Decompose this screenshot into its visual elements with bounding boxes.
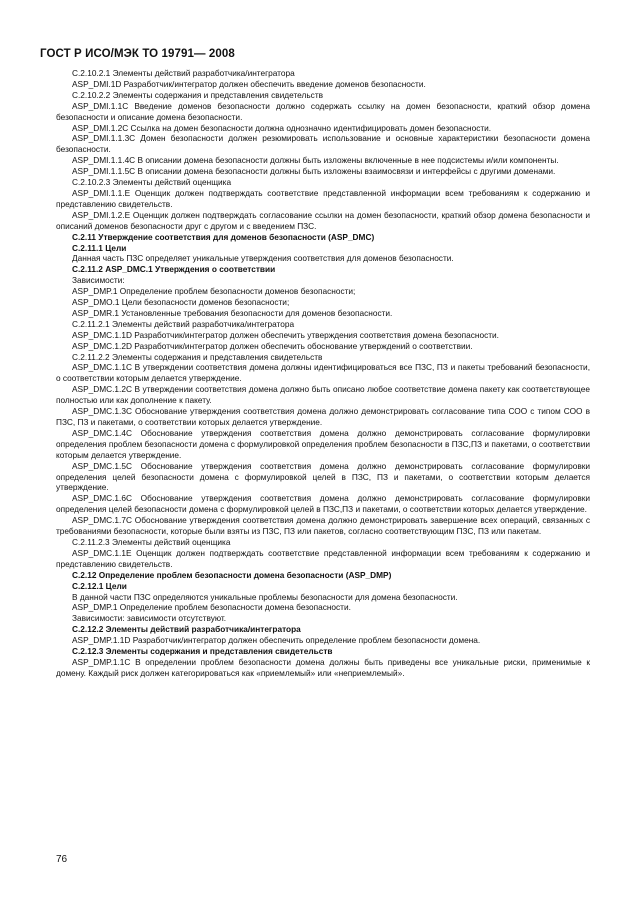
paragraph: Данная часть ПЗС определяет уникальные утверждения соответствия для доменов безопасности. <box>72 253 454 264</box>
paragraph: ASP_DMC.1.6С Обоснование утверждения соответствия домена должно демонстрировать согласование формулировки определения целей безопасности домена с формулировкой целей в ПЗС,ПЗ и пакетами, о соответствии которых делается утверждение. <box>56 493 590 515</box>
paragraph: ASP_DMC.1.5С Обоснование утверждения соответствия домена должно демонстрировать согласование формулировки определения целей безопасности домена с формулировкой целей в ПЗС, ПЗ и пакетами, о соответствии которым делается утверждение. <box>56 460 590 493</box>
paragraph: ASP_DMC.1.4С Обоснование утверждения соответствия домена должно демонстрировать согласование формулировки определения проблем безопасности домена с формулировкой определения проблем безопасности в ПЗС,ПЗ и пакетами, о соответствии которым делается утверждение. <box>56 427 590 460</box>
section-heading: С.2.12.3 Элементы содержания и представления свидетельств <box>72 646 333 657</box>
paragraph: ASP_DMC.1.1Е Оценщик должен подтверждать соответствие представленной информации всем требованиям к содержанию и представлению свидетельств. <box>56 547 590 569</box>
paragraph: С.2.11.2.1 Элементы действий разработчика/интегратора <box>72 318 295 329</box>
paragraph: ASP_DMP.1.1D Разработчик/интегратор должен обеспечить определение проблем безопасности домена. <box>72 635 481 646</box>
section-heading: С.2.11 Утверждение соответствия для доменов безопасности (ASP_DMC) <box>72 231 375 242</box>
paragraph: ASP_DMC.1.2С В утверждении соответствия домена должно быть описано любое соответствие домена пакету как соответствующее полностью или как дополнение к пакету. <box>56 384 590 406</box>
section-heading: С.2.11.2 ASP_DMC.1 Утверждения о соответствии <box>72 264 276 275</box>
paragraph: ASP_DMI.1.2С Ссылка на домен безопасности должна однозначно идентифицировать домен безопасности. <box>72 122 492 133</box>
paragraph: ASP_DMI.1.1.Е Оценщик должен подтверждать соответствие представленной информации всем требованиям к содержанию и представлению свидетельств. <box>56 187 590 209</box>
paragraph: С.2.11.2.3 Элементы действий оценщика <box>72 536 231 547</box>
paragraph: С.2.10.2.1 Элементы действий разработчика/интегратора <box>72 68 295 78</box>
paragraph: Зависимости: зависимости отсутствуют. <box>72 613 227 624</box>
paragraph: В данной части ПЗС определяются уникальные проблемы безопасности для домена безопасности. <box>72 591 458 602</box>
paragraph: ASP_DMI.1.2.Е Оценщик должен подтверждать согласование ссылки на домен безопасности, краткий обзор домена безопасности и описаний доменов безопасности друг с другом и с введением ПЗС. <box>56 209 590 231</box>
paragraph: ASP_DMI.1.1C Введение доменов безопасности должно содержать ссылку на домен безопасности, краткий обзор домена безопасности и описание домена безопасности. <box>56 100 590 122</box>
document-body <box>56 68 590 679</box>
paragraph: ASP_DMI.1D Разработчик/интегратор должен обеспечить введение доменов безопасности. <box>72 78 426 89</box>
paragraph: ASP_DMC.1.7С Обоснование утверждения соответствия домена должно демонстрировать завершение всех операций, связанных с требованиями безопасности, которые были взяты из ПЗС, ПЗ или пакетов, согласно соответствующим ПЗС, ПЗ или пакетам. <box>56 515 590 537</box>
section-heading: С.2.12.2 Элементы действий разработчика/интегратора <box>72 624 301 635</box>
section-heading: С.2.11.1 Цели <box>72 242 127 253</box>
paragraph: ASP_DMI.1.1.5С В описании домена безопасности должны быть изложены взаимосвязи и интерфейсы с другими доменами. <box>72 166 556 177</box>
paragraph: С.2.11.2.2 Элементы содержания и представления свидетельств <box>72 351 323 362</box>
paragraph: ASP_DMC.1.1D Разработчик/интегратор должен обеспечить утверждения соответствия домена безопасности. <box>72 329 499 340</box>
section-heading: С.2.12 Определение проблем безопасности домена безопасности (ASP_DMP) <box>72 569 392 580</box>
paragraph: ASP_DMI.1.1.4С В описании домена безопасности должны быть изложены включенные в нее подсистемы и/или компоненты. <box>72 155 559 166</box>
paragraph: ASP_DMP.1 Определение проблем безопасности доменов безопасности; <box>72 286 356 297</box>
paragraph: ASP_DMI.1.1.3С Домен безопасности должен резюмировать использование и основные характеристики безопасности домена безопасности. <box>56 133 590 155</box>
paragraph: С.2.10.2.2 Элементы содержания и представления свидетельств <box>72 89 324 100</box>
page-number: 76 <box>56 854 68 865</box>
paragraph: С.2.10.2.3 Элементы действий оценщика <box>72 177 232 188</box>
paragraph: ASP_DMP.1.1C В определении проблем безопасности домена должны быть приведены все уникальные риски, применимые к домену. Каждый риск должен категорироваться как «приемлемый» или «неприемлемый». <box>56 656 590 678</box>
section-heading: С.2.12.1 Цели <box>72 580 127 591</box>
page-header-title: ГОСТ Р ИСО/МЭК ТО 19791— 2008 <box>40 48 235 60</box>
paragraph: ASP_DMC.1.3С Обоснование утверждения соответствия домена должно демонстрировать согласование типа СОО с типом СОО в ПЗС, ПЗ и пакетами, о соответствии которых делается утверждение. <box>56 406 590 427</box>
paragraph: ASP_DMO.1 Цели безопасности доменов безопасности; <box>72 297 290 308</box>
paragraph: Зависимости: <box>72 275 125 286</box>
paragraph: ASP_DMC.1.2D Разработчик/интегратор должен обеспечить обоснование утверждений о соответствии. <box>72 340 473 351</box>
paragraph: ASP_DMR.1 Установленные требования безопасности для доменов безопасности. <box>72 307 393 318</box>
paragraph: ASP_DMC.1.1C В утверждении соответствия домена должны идентифицироваться все ПЗС, ПЗ и пакеты требований безопасности, о соответствии которым делается утверждение. <box>56 362 590 384</box>
paragraph: ASP_DMP.1 Определение проблем безопасности домена безопасности. <box>72 602 351 613</box>
